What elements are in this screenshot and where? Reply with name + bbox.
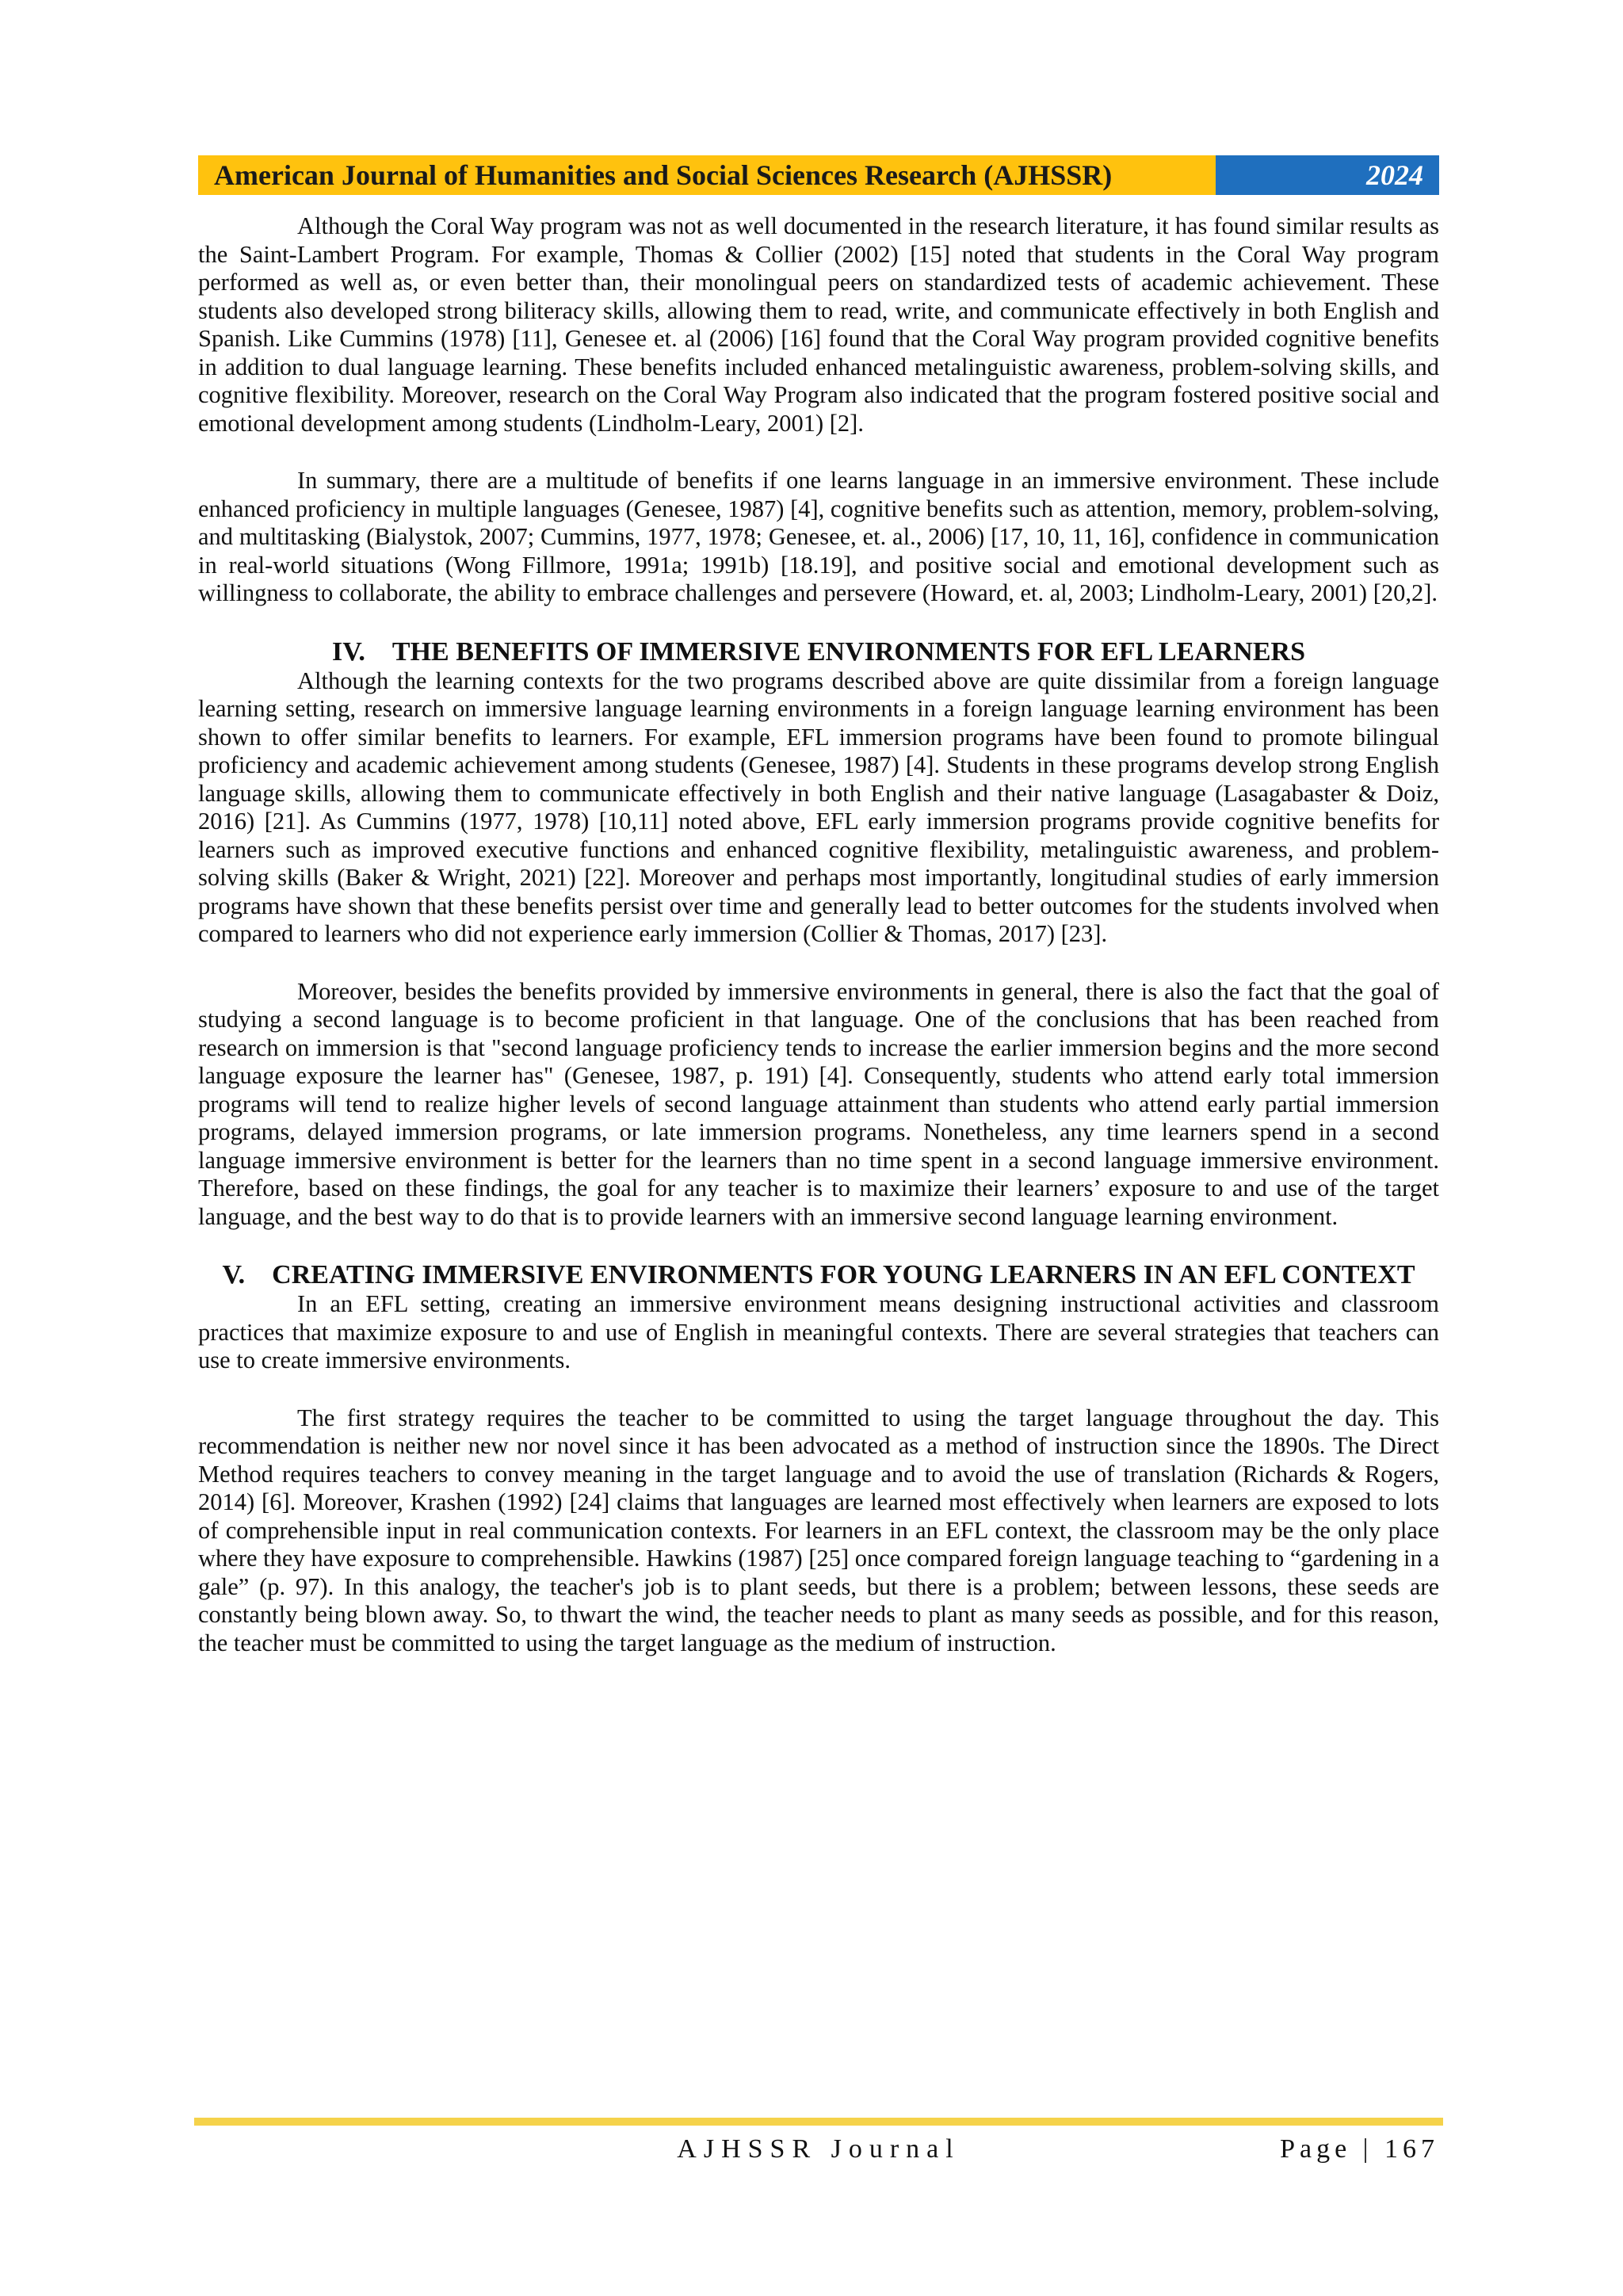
page-footer — [198, 2132, 1439, 2167]
footer-rule — [194, 2118, 1443, 2126]
journal-header-bar — [198, 155, 1439, 195]
section-title: THE BENEFITS OF IMMERSIVE ENVIRONMENTS FOR EFL LEARNERS — [391, 636, 1305, 667]
publication-year: 2024 — [1216, 155, 1439, 195]
section-title: CREATING IMMERSIVE ENVIRONMENTS FOR YOUNG LEARNERS IN AN EFL CONTEXT — [272, 1260, 1415, 1289]
section-number: V. — [222, 1260, 246, 1289]
paragraph-summary: In summary, there are a multitude of benefits if one learns language in an immersive environment. These include enhanced proficiency in multiple languages (Genesee, 1987) [4], cognitive benefits such as attention, memory, problem-solving, and multitasking (Bialystok, 2007; Cummins, 1977, 1978; Genesee, et. al., 2006) [17, 10, 11, 16], confidence in communication in real-world situations (Wong Fillmore, 1991a; 1991b) [18.19], and positive social and emotional development such as willingness to collaborate, the ability to embrace challenges and persevere (Howard, et. al, 2003; Lindholm-Leary, 2001) [20,2]. — [198, 467, 1439, 606]
paragraph-efl-benefits: Although the learning contexts for the two programs described above are quite dissimilar from a foreign language learning setting, research on immersive language learning environments in a foreign language learning environment has been shown to offer similar benefits to learners. For example, EFL immersion programs have been found to promote bilingual proficiency and academic achievement among students (Genesee, 1987) [4]. Students in these programs develop strong English language skills, allowing them to communicate effectively in both English and their native language (Lasagabaster & Doiz, 2016) [21]. As Cummins (1977, 1978) [10,11] noted above, EFL early immersion programs provide cognitive benefits for learners such as improved executive functions and enhanced cognitive flexibility, metalinguistic awareness, and problem-solving skills (Baker & Wright, 2021) [22]. Moreover and perhaps most importantly, longitudinal studies of early immersion programs have shown that these benefits persist over time and generally lead to better outcomes for the students involved when compared to learners who did not experience early immersion (Collier & Thomas, 2017) [23]. — [198, 667, 1439, 947]
paragraph-first-strategy: The first strategy requires the teacher to be committed to using the target language throughout the day. This recommendation is neither new nor novel since it has been advocated as a method of instruction since the 1890s. The Direct Method requires teachers to convey meaning in the target language and to avoid the use of translation (Richards & Rogers, 2014) [6]. Moreover, Krashen (1992) [24] claims that languages are learned most effectively when learners are exposed to lots of comprehensible input in real communication contexts. For learners in an EFL context, the classroom may be the only place where they have exposure to comprehensible. Hawkins (1987) [25] once compared foreign language teaching to “gardening in a gale” (p. 97). In this analogy, the teacher's job is to plant seeds, but there is a problem; between lessons, these seeds are constantly being blown away. So, to thwart the wind, the teacher needs to plant as many seeds as possible, and for this reason, the teacher must be committed to using the target language as the medium of instruction. — [198, 1404, 1439, 1656]
paragraph-spacer — [198, 1375, 1439, 1404]
paragraph-proficiency-goal: Moreover, besides the benefits provided by immersive environments in general, there is also the fact that the goal of studying a second language is to become proficient in that language. One of the conclusions that has been reached from research on immersion is that "second language proficiency tends to increase the earlier immersion begins and the more second language exposure the learner has" (Genesee, 1987, p. 191) [4]. Consequently, students who attend early total immersion programs will tend to realize higher levels of second language attainment than students who attend early partial immersion programs, delayed immersion programs, or late immersion programs. Nonetheless, any time learners spend in a second language immersive environment is better for the learners than no time spent in a second language immersive environment. Therefore, based on these findings, the goal for any teacher is to maximize their learners’ exposure to and use of the target language, and the best way to do that is to provide learners with an immersive second language learning environment. — [198, 977, 1439, 1230]
section-heading-iv — [198, 637, 1439, 667]
paragraph-spacer — [198, 437, 1439, 467]
paragraph-coral-way: Although the Coral Way program was not as well documented in the research literature, it has found similar results as the Saint-Lambert Program. For example, Thomas & Collier (2002) [15] noted that students in the Coral Way program performed as well as, or even better than, their monolingual peers on standardized tests of academic achievement. These students also developed strong biliteracy skills, allowing them to read, write, and communicate effectively in both English and Spanish. Like Cummins (1978) [11], Genesee et. al (2006) [16] found that the Coral Way program provided cognitive benefits in addition to dual language learning. These benefits included enhanced metalinguistic awareness, problem-solving skills, and cognitive flexibility. Moreover, research on the Coral Way Program also indicated that the program fostered positive social and emotional development among students (Lindholm-Leary, 2001) [2]. — [198, 212, 1439, 437]
paragraph-spacer — [198, 608, 1439, 637]
page-number: Page | 167 — [1280, 2134, 1439, 2164]
section-number: IV. — [331, 636, 365, 667]
footer-journal-name: AJHSSR Journal — [677, 2134, 960, 2164]
article-body — [198, 212, 1439, 1657]
paragraph-spacer — [198, 1231, 1439, 1260]
journal-title: American Journal of Humanities and Social Sciences Research (AJHSSR) — [198, 155, 1216, 195]
paragraph-spacer — [198, 949, 1439, 978]
section-heading-v — [198, 1260, 1439, 1290]
paragraph-efl-setting: In an EFL setting, creating an immersive environment means designing instructional activities and classroom practices that maximize exposure to and use of English in meaningful contexts. There are several strategies that teachers can use to create immersive environments. — [198, 1290, 1439, 1373]
